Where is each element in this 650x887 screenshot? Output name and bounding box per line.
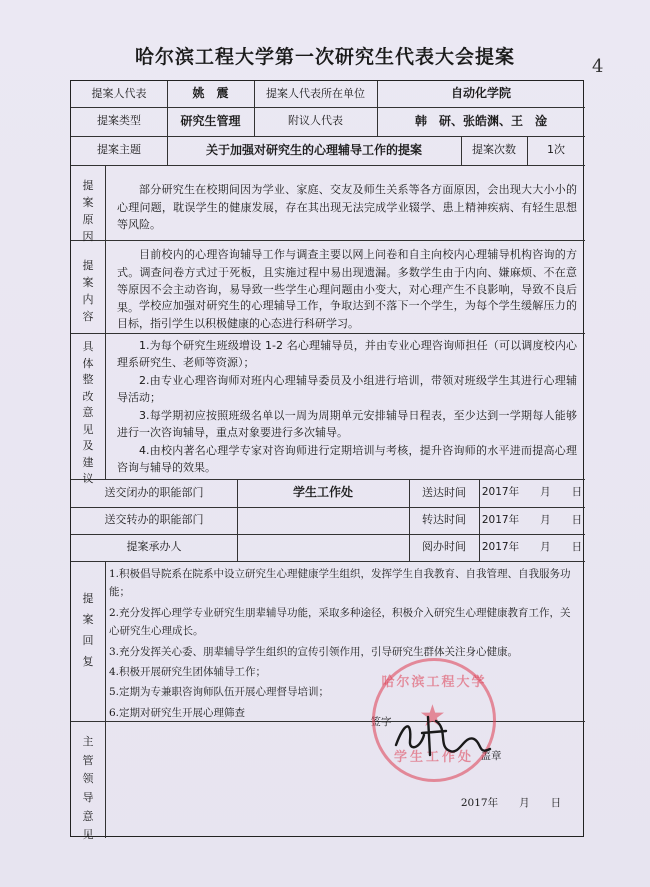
measure-item: 3.每学期初应按照班级名单以一周为周期单元安排辅导日程表，至少达到一学期每人能够进行一次咨询辅导，重点对象要进行多次辅导。 [117, 409, 577, 440]
reply-item: 3.充分发挥关心委、朋辈辅导学生组织的宣传引领作用，引导研究生群体关注身心健康。 [109, 645, 519, 658]
measure-item: 4.由校内著名心理学专家对咨询师进行定期培训与考核，提升咨询师的水平进而提高心理咨询与辅导的效果。 [117, 444, 577, 475]
proposal-form [70, 80, 584, 842]
seal-bottom-text: 学生工作处 [393, 750, 474, 765]
reply-item: 1.积极倡导院系在院系中设立研究生心理健康学生组织，发挥学生自我教育、自我管理、自我服务功能； [109, 568, 571, 599]
measure-item: 2.由专业心理咨询师对班内心理辅导委员及小组进行培训，带领对班级学生其进行心理辅导活动； [117, 374, 577, 405]
dept-label: 送交闭办的职能部门 [104, 485, 204, 499]
type-value: 研究生管理 [180, 113, 241, 128]
read-time-label: 阅办时间 [422, 540, 466, 554]
transfer-label: 送交转办的职能部门 [104, 513, 204, 527]
supervisor-date: 2017年 月 日 [460, 797, 562, 810]
reply-item: 4.积极开展研究生团体辅导工作； [109, 665, 267, 678]
read-time-value: 2017年 月 日 [481, 540, 583, 553]
count-label: 提案次数 [472, 143, 516, 157]
reason-label: 提案原因 [82, 179, 94, 244]
measure-item: 1.为每个研究生班级增设 1-2 名心理辅导员，并由专业心理咨询师担任（可以调度校内心理系研究生、老师等资源）； [117, 339, 577, 370]
transfer-time-label: 转达时间 [422, 513, 466, 527]
unit-label: 提案人代表所在单位 [266, 86, 365, 100]
seal-label: 盖章 [480, 750, 502, 763]
reason-text: 部分研究生在校期间因为学业、家庭、交友及师生关系等各方面原因，会出现大大小小的心理问题，耽误学生的健康发展，存在其出现无法完成学业辍学、患上精神疾病、有轻生思想等风险。 [117, 183, 577, 232]
reply-item: 6.定期对研究生开展心理筛查 [109, 706, 246, 719]
proposer-value: 姚 震 [192, 86, 229, 101]
proposer-label: 提案人代表 [91, 86, 147, 100]
seconders-label: 附议人代表 [288, 114, 343, 128]
reply-label: 提案回复 [82, 592, 94, 668]
page-title: 哈尔滨工程大学第一次研究生代表大会提案 [134, 46, 515, 68]
topic-value: 关于加强对研究生的心理辅导工作的提案 [205, 142, 422, 157]
reply-item: 2.充分发挥心理学专业研究生朋辈辅导功能，采取多种途径，积极介入研究生心理健康教育工作，关心研究生心理成长。 [109, 606, 571, 638]
measures-label: 具体整改意见及建议 [82, 340, 94, 485]
supervisor-label: 主管领导意见 [82, 735, 94, 842]
dept-value: 学生工作处 [292, 485, 353, 500]
sign-label: 签字 [370, 716, 392, 729]
topic-label: 提案主题 [97, 143, 141, 157]
reply-item: 5.定期为专兼职咨询师队伍开展心理督导培训； [109, 686, 330, 699]
content-paragraph-2: 学校应加强对研究生的心理辅导工作，争取达到不落下一个学生，为每个学生缓解压力的目标，指引学生以积极健康的心态进行科研学习。 [117, 299, 577, 330]
content-paragraph-1: 目前校内的心理咨询辅导工作与调查主要以网上问卷和自主向校内心理辅导机构咨询的方式。调查问卷方式过于死板，且实施过程中易出现遗漏。多数学生由于内向、嫌麻烦、不在意等原因不会主动咨询，易导致一些学生心理问题由小变大，对心理产生不良影响，导致不良后果。 [117, 248, 577, 314]
reply-list [109, 565, 574, 724]
type-label: 提案类型 [97, 114, 141, 128]
undertaker-label: 提案承办人 [126, 540, 182, 554]
seconders-value: 韩 研、张皓渊、王 淦 [414, 113, 547, 128]
send-time-value: 2017年 月 日 [481, 486, 583, 499]
signature [390, 705, 500, 765]
seal-top-text: 哈尔滨工程大学 [381, 675, 487, 690]
handwritten-number: 4 [592, 56, 604, 77]
send-time-label: 送达时间 [422, 485, 466, 499]
seal-star-icon: ★ [419, 699, 446, 734]
count-value: 1次 [547, 143, 565, 157]
content-label: 提案内容 [82, 259, 94, 324]
transfer-time-value: 2017年 月 日 [481, 513, 583, 526]
unit-value: 自动化学院 [450, 86, 511, 101]
